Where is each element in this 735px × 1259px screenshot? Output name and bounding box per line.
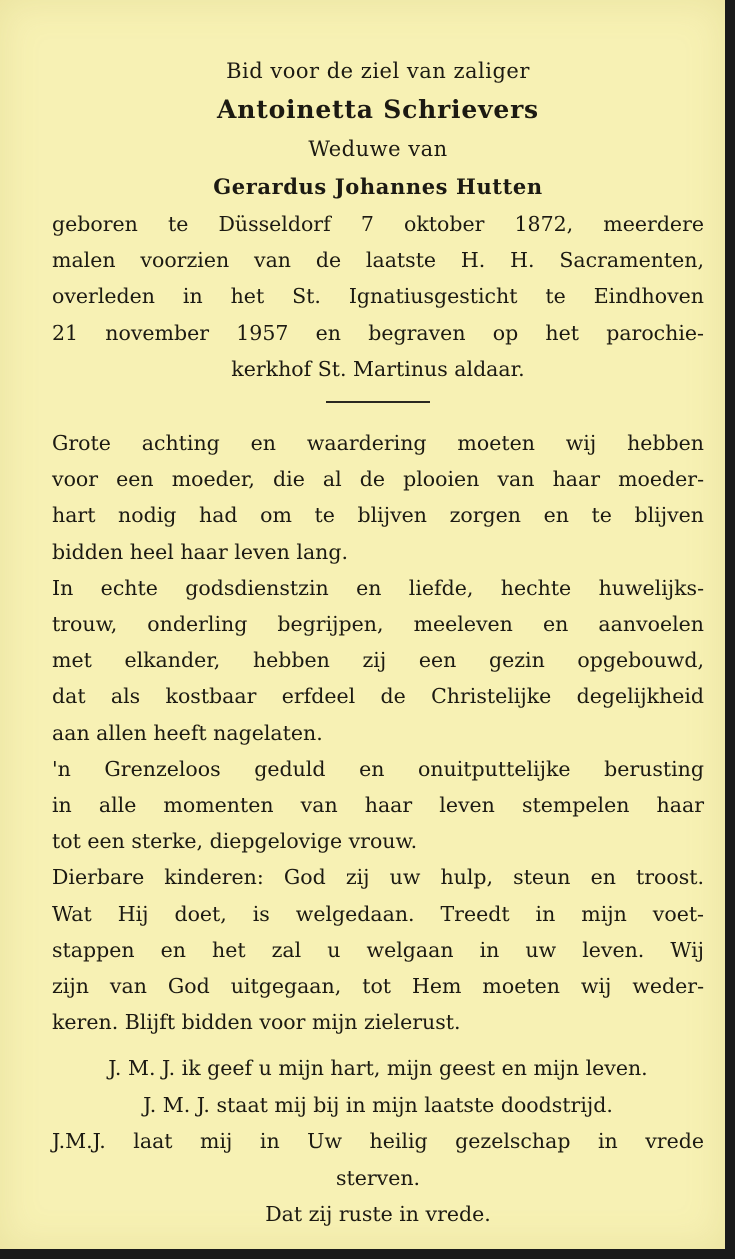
details-line: kerkhof St. Martinus aldaar. bbox=[231, 356, 525, 381]
text-line: Dierbare kinderen: God zij uw hulp, steun en troost. bbox=[52, 865, 704, 890]
text-line: voor een moeder, die al de plooien van haar moeder- bbox=[52, 467, 704, 492]
deceased-name: Antoinetta Schrievers bbox=[217, 95, 539, 124]
prayer-line: sterven. bbox=[335, 1165, 421, 1190]
text-line: hart nodig had om te blijven zorgen en te blijven bbox=[52, 503, 704, 528]
text-line: in alle momenten van haar leven stempelen haar bbox=[52, 793, 704, 818]
text-line: aan allen heeft nagelaten. bbox=[52, 720, 323, 745]
widow-line: Weduwe van bbox=[308, 137, 448, 161]
text-line: Wat Hij doet, is welgedaan. Treedt in mijn voet- bbox=[52, 901, 704, 926]
prayer-line: J.M.J. laat mij in Uw heilig gezelschap in vrede bbox=[52, 1129, 704, 1154]
text-line: stappen en het zal u welgaan in uw leven. Wij bbox=[52, 937, 704, 962]
text-line: keren. Blijft bidden voor mijn zielerust. bbox=[52, 1010, 461, 1035]
card-content bbox=[52, 52, 704, 1233]
spouse-name: Gerardus Johannes Hutten bbox=[213, 174, 543, 199]
details-line: 21 november 1957 en begraven op het parochie- bbox=[52, 320, 704, 345]
text-line: dat als kostbaar erfdeel de Christelijke degelijkheid bbox=[52, 684, 704, 709]
text-line: In echte godsdienstzin en liefde, hechte huwelijks- bbox=[52, 575, 704, 600]
details-line: malen voorzien van de laatste H. H. Sacramenten, bbox=[52, 248, 704, 273]
text-line: 'n Grenzeloos geduld en onuitputtelijke berusting bbox=[52, 756, 704, 781]
details-line: geboren te Düsseldorf 7 oktober 1872, meerdere bbox=[52, 212, 704, 236]
text-line: met elkander, hebben zij een gezin opgebouwd, bbox=[52, 648, 704, 673]
prayers-block bbox=[52, 1050, 704, 1233]
prayer-line: J. M. J. ik geef u mijn hart, mijn geest en mijn leven. bbox=[108, 1056, 648, 1081]
text-line: bidden heel haar leven lang. bbox=[52, 539, 349, 564]
details-block bbox=[52, 206, 704, 387]
details-line: overleden in het St. Ignatiusgesticht te Eindhoven bbox=[52, 284, 704, 309]
closing-line: Dat zij ruste in vrede. bbox=[265, 1202, 491, 1227]
intro-line: Bid voor de ziel van zaliger bbox=[226, 59, 530, 83]
divider-rule bbox=[326, 401, 430, 403]
text-block bbox=[52, 425, 704, 1040]
text-line: trouw, onderling begrijpen, meeleven en aanvoelen bbox=[52, 612, 704, 637]
text-line: tot een sterke, diepgelovige vrouw. bbox=[52, 829, 418, 854]
text-line: zijn van God uitgegaan, tot Hem moeten wij weder- bbox=[52, 974, 704, 999]
text-line: Grote achting en waardering moeten wij hebben bbox=[52, 431, 704, 456]
prayer-line: J. M. J. staat mij bij in mijn laatste doodstrijd. bbox=[143, 1092, 613, 1117]
